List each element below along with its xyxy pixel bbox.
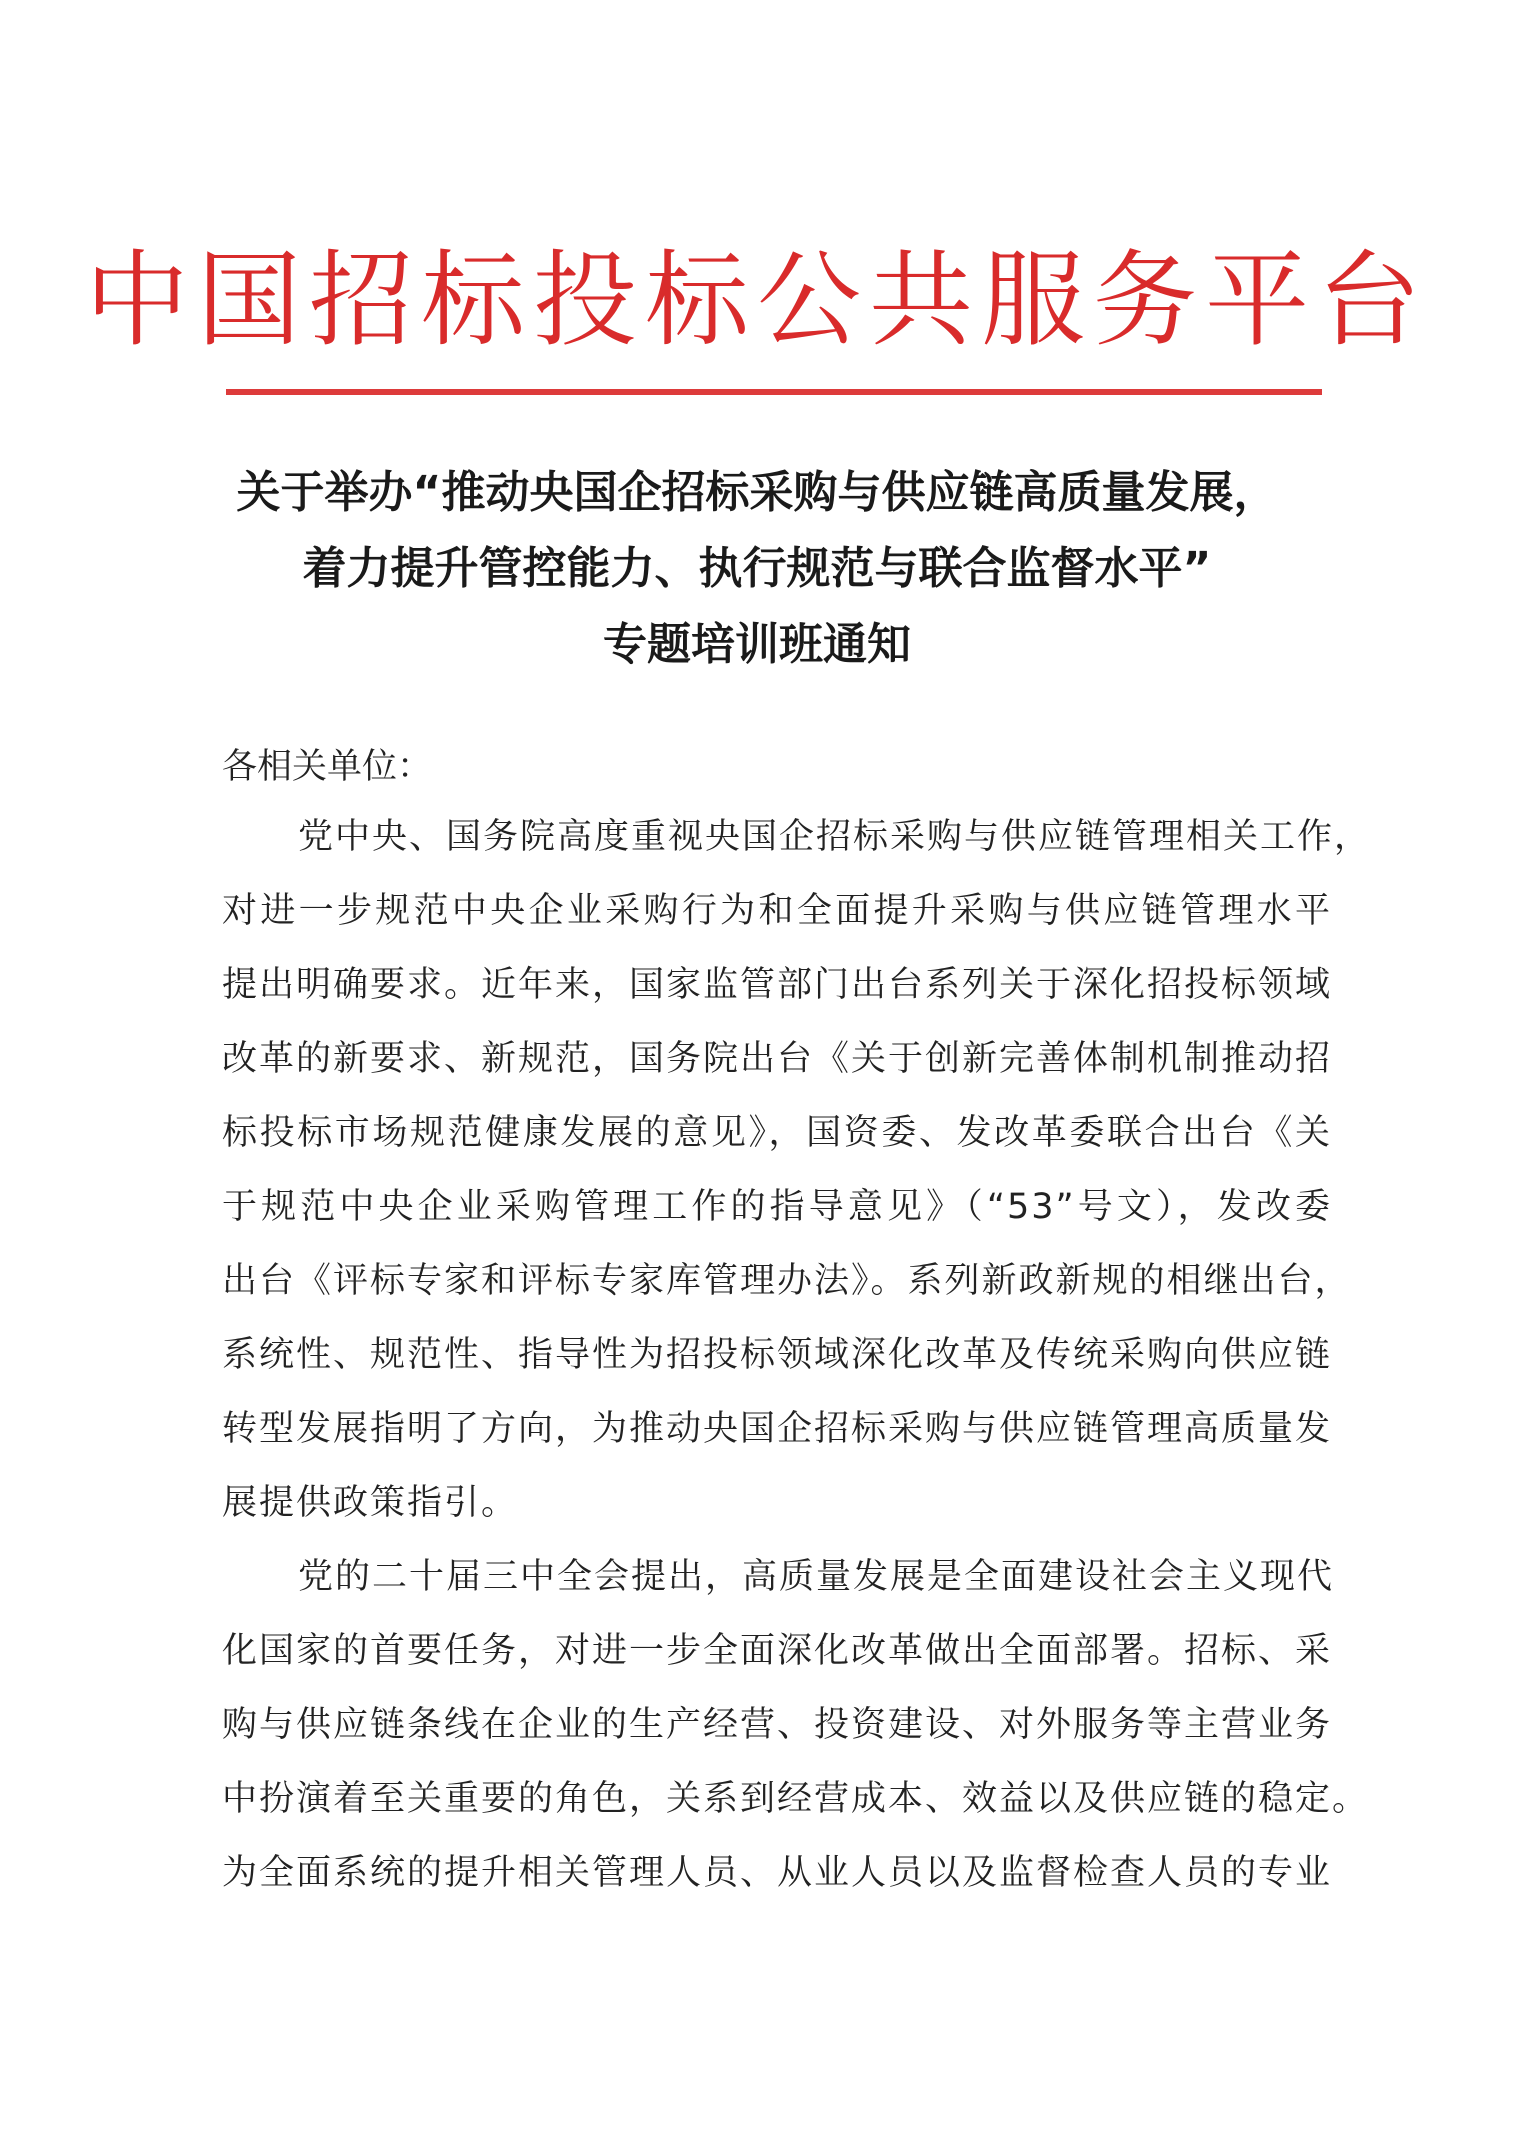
text-line: 提出明确要求。近年来，国家监管部门出台系列关于深化招投标领域 bbox=[222, 965, 1333, 1005]
text-line: 购与供应链条线在企业的生产经营、投资建设、对外服务等主营业务 bbox=[222, 1705, 1333, 1745]
letterhead-divider bbox=[226, 389, 1322, 395]
paragraph bbox=[222, 1540, 1370, 1910]
notice-body bbox=[222, 800, 1372, 1910]
letterhead-org-name: 中国招标投标公共服务平台 bbox=[84, 239, 1429, 361]
title-line: 关于举办“推动央国企招标采购与供应链高质量发展， bbox=[236, 467, 1278, 518]
text-line: 于规范中央企业采购管理工作的指导意见》（“53”号文），发改委 bbox=[222, 1187, 1332, 1227]
text-line: 标投标市场规范健康发展的意见》，国资委、发改革委联合出台《关 bbox=[222, 1113, 1332, 1153]
paragraph bbox=[222, 800, 1372, 1540]
text-line: 转型发展指明了方向，为推动央国企招标采购与供应链管理高质量发 bbox=[222, 1409, 1333, 1449]
text-line: 党中央、国务院高度重视央国企招标采购与供应链管理相关工作， bbox=[298, 817, 1372, 857]
title-line: 专题培训班通知 bbox=[603, 619, 911, 670]
notice-title bbox=[160, 455, 1354, 683]
text-line: 展提供政策指引。 bbox=[222, 1483, 519, 1523]
text-line: 中扮演着至关重要的角色，关系到经营成本、效益以及供应链的稳定。 bbox=[222, 1779, 1370, 1819]
text-line: 为全面系统的提升相关管理人员、从业人员以及监督检查人员的专业 bbox=[222, 1853, 1333, 1893]
title-line: 着力提升管控能力、执行规范与联合监督水平” bbox=[302, 543, 1212, 594]
text-line: 对进一步规范中央企业采购行为和全面提升采购与供应链管理水平 bbox=[222, 891, 1332, 931]
text-line: 党的二十届三中全会提出，高质量发展是全面建设社会主义现代 bbox=[298, 1557, 1335, 1597]
salutation: 各相关单位： bbox=[222, 747, 433, 787]
text-line: 化国家的首要任务，对进一步全面深化改革做出全面部署。招标、采 bbox=[222, 1631, 1333, 1671]
text-line: 出台《评标专家和评标专家库管理办法》。系列新政新规的相继出台， bbox=[222, 1261, 1352, 1301]
text-line: 系统性、规范性、指导性为招投标领域深化改革及传统采购向供应链 bbox=[222, 1335, 1333, 1375]
text-line: 改革的新要求、新规范，国务院出台《关于创新完善体制机制推动招 bbox=[222, 1039, 1333, 1079]
